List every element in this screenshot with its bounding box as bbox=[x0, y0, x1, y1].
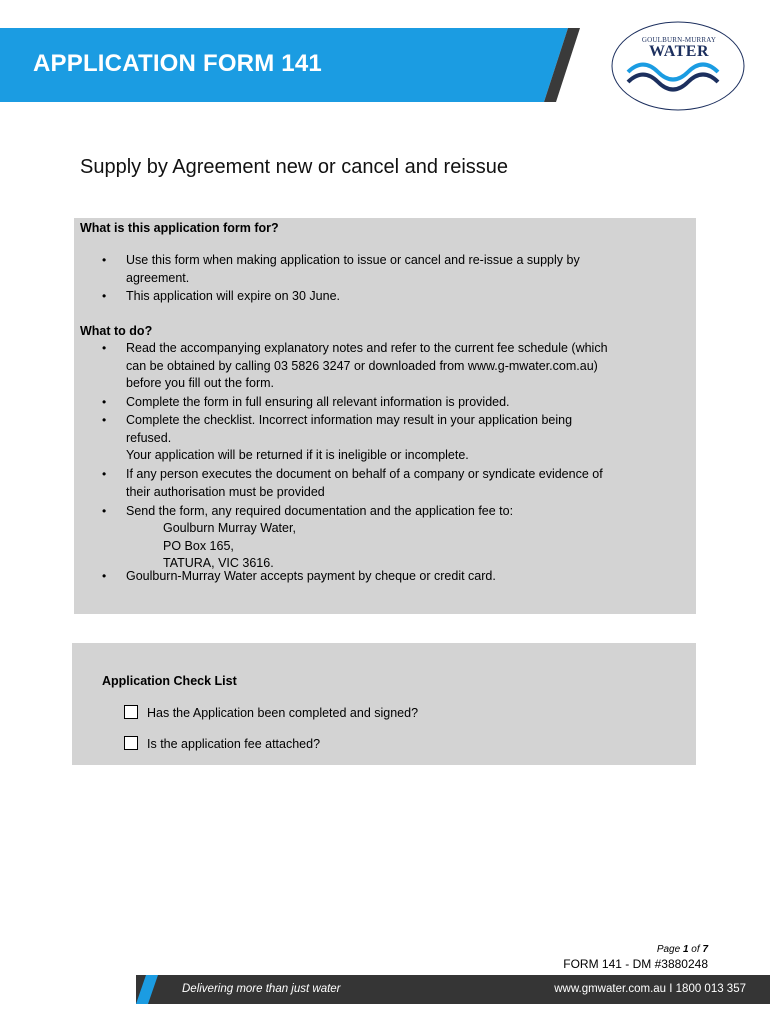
checklist-heading: Application Check List bbox=[102, 674, 237, 688]
gmw-logo bbox=[610, 20, 746, 112]
footer-accent bbox=[136, 975, 166, 1004]
list-item: • Goulburn-Murray Water accepts payment by cheque or credit card. bbox=[126, 568, 496, 586]
checklist-item-signed: Has the Application been completed and signed? bbox=[124, 705, 418, 720]
checklist-item-fee: Is the application fee attached? bbox=[124, 736, 320, 751]
bullet-icon: • bbox=[102, 395, 107, 409]
postal-address: Goulburn Murray Water, PO Box 165, TATURA, VIC 3616. bbox=[163, 521, 296, 570]
bullet-icon: • bbox=[102, 504, 107, 518]
footer-contact: www.gmwater.com.au I 1800 013 357 bbox=[554, 983, 746, 995]
section-heading-todo: What to do? bbox=[80, 324, 153, 338]
bullet-icon: • bbox=[102, 413, 107, 427]
bullet-icon: • bbox=[102, 289, 107, 303]
logo-text-small: GOULBURN-MURRAY bbox=[641, 36, 717, 44]
bullet-icon: • bbox=[102, 569, 107, 583]
bullet-icon: • bbox=[102, 467, 107, 481]
form-reference: FORM 141 - DM #3880248 bbox=[563, 957, 708, 971]
form-title: APPLICATION FORM 141 bbox=[33, 50, 322, 77]
fee-checkbox[interactable] bbox=[124, 736, 138, 750]
logo-text-big: WATER bbox=[649, 43, 709, 60]
list-item: • Read the accompanying explanatory notes and refer to the current fee schedule (which can be obtained by calling 03 5826 3247 or downloaded from www.g-mwater.com.au) before you fill out the form. bbox=[102, 341, 608, 390]
bullet-icon: • bbox=[102, 341, 107, 355]
section-heading-purpose: What is this application form for? bbox=[80, 221, 279, 235]
bullet-icon: • bbox=[102, 253, 107, 267]
list-item: • If any person executes the document on behalf of a company or syndicate evidence of their authorisation must be provided bbox=[102, 467, 603, 499]
list-item: • Complete the checklist. Incorrect information may result in your application being refused. Your application will be returned if it is ineligible or incomplete. bbox=[102, 413, 573, 462]
footer-tagline: Delivering more than just water bbox=[182, 983, 341, 995]
list-item: • Complete the form in full ensuring all relevant information is provided. bbox=[126, 394, 510, 412]
list-item: • Use this form when making application to issue or cancel and re-issue a supply by agreement. bbox=[102, 253, 580, 285]
page-subtitle: Supply by Agreement new or cancel and reissue bbox=[80, 156, 509, 178]
list-item: • This application will expire on 30 June. bbox=[126, 288, 340, 306]
page-number: Page 1 of 7 bbox=[656, 944, 708, 955]
signed-checkbox[interactable] bbox=[124, 705, 138, 719]
list-item: • Send the form, any required documentation and the application fee to: bbox=[126, 503, 513, 521]
